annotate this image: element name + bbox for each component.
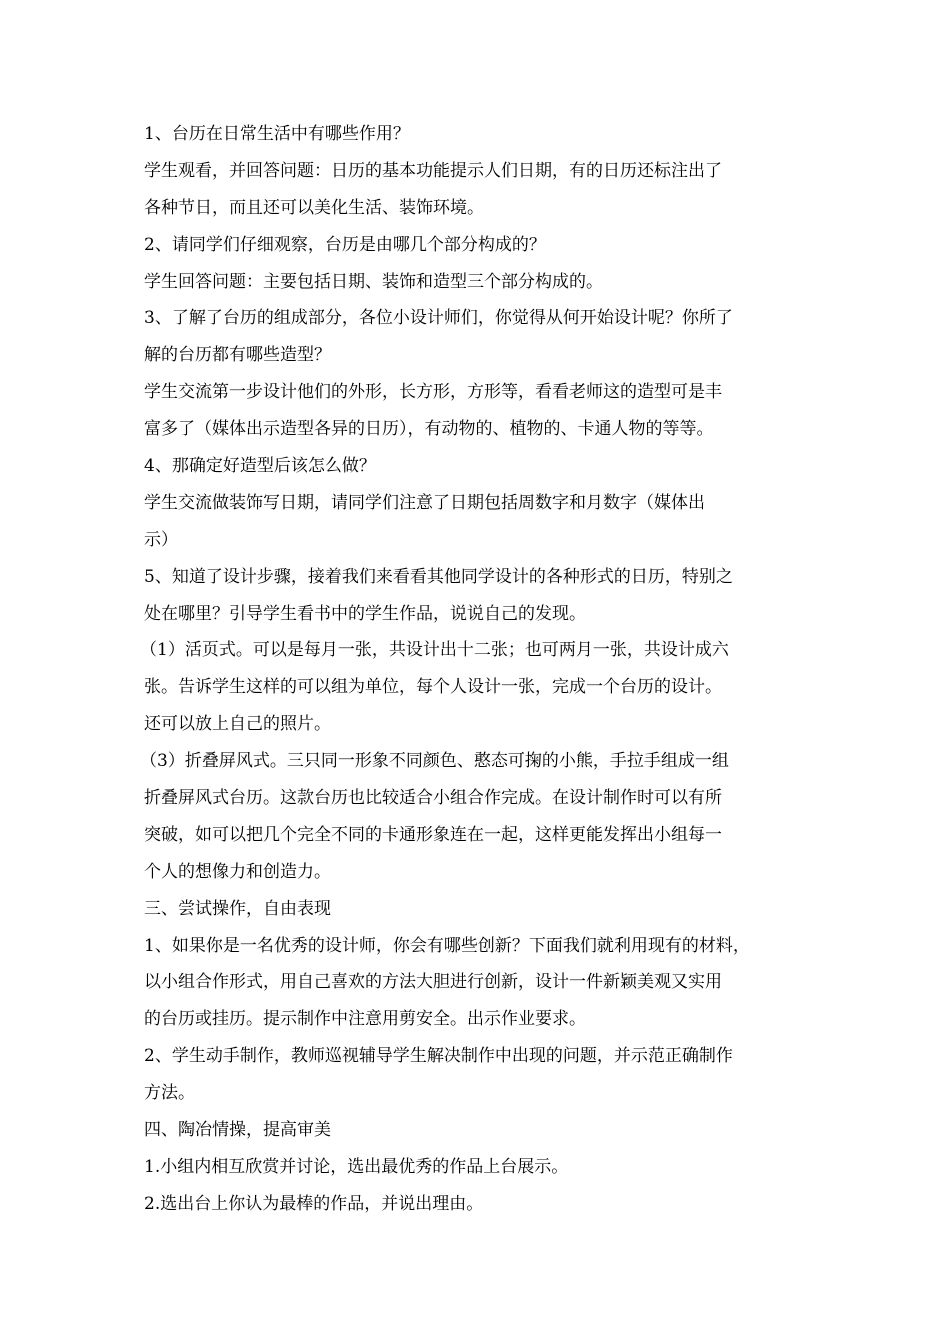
text-line-27: 方法。 [144,1083,195,1104]
document-body [140,116,824,1223]
text-line-24: 以小组合作形式，用自己喜欢的方法大胆进行创新，设计一件新颖美观又实用 [144,972,722,993]
text-line-3: 各种节日，而且还可以美化生活、装饰环境。 [144,197,484,218]
text-line-23: 1、如果你是一名优秀的设计师，你会有哪些创新？下面我们就利用现有的材料， [144,935,750,956]
text-line-26: 2、学生动手制作，教师巡视辅导学生解决制作中出现的问题，并示范正确制作 [144,1046,733,1067]
text-line-11: 学生交流做装饰写日期，请同学们注意了日期包括周数字和月数字（媒体出 [144,492,705,513]
text-line-8: 学生交流第一步设计他们的外形，长方形，方形等，看看老师这的造型可是丰 [144,382,722,403]
text-line-5: 学生回答问题：主要包括日期、装饰和造型三个部分构成的。 [144,271,603,292]
text-line-29: 1.小组内相互欣赏并讨论，选出最优秀的作品上台展示。 [144,1156,569,1177]
text-line-10: 4、那确定好造型后该怎么做？ [144,456,376,477]
text-line-15: （1）活页式。可以是每月一张，共设计出十二张；也可两月一张，共设计成六 [140,640,729,661]
text-line-7: 解的台历都有哪些造型？ [144,345,331,366]
text-line-2: 学生观看，并回答问题：日历的基本功能提示人们日期，有的日历还标注出了 [144,160,722,181]
text-line-6: 3、了解了台历的组成部分，各位小设计师们，你觉得从何开始设计呢？你所了 [144,308,733,329]
text-line-12: 示） [144,529,178,550]
text-line-18: （3）折叠屏风式。三只同一形象不同颜色、憨态可掬的小熊，手拉手组成一组 [140,751,729,772]
text-line-30: 2.选出台上你认为最棒的作品，并说出理由。 [144,1193,484,1214]
section-heading-3: 三、尝试操作，自由表现 [144,898,331,919]
section-heading-4: 四、陶冶情操，提高审美 [144,1120,331,1141]
text-line-17: 还可以放上自己的照片。 [144,714,331,735]
text-line-21: 个人的想像力和创造力。 [144,861,331,882]
text-line-20: 突破，如可以把几个完全不同的卡通形象连在一起，这样更能发挥出小组每一 [144,824,722,845]
text-line-1: 1、台历在日常生活中有哪些作用？ [144,124,410,144]
text-line-25: 的台历或挂历。提示制作中注意用剪安全。出示作业要求。 [144,1009,586,1030]
text-line-4: 2、请同学们仔细观察，台历是由哪几个部分构成的？ [144,234,546,255]
text-line-13: 5、知道了设计步骤，接着我们来看看其他同学设计的各种形式的日历，特别之 [144,566,733,587]
text-line-16: 张。告诉学生这样的可以组为单位，每个人设计一张，完成一个台历的设计。 [144,677,722,698]
text-line-14: 处在哪里？引导学生看书中的学生作品，说说自己的发现。 [144,603,586,624]
text-line-19: 折叠屏风式台历。这款台历也比较适合小组合作完成。在设计制作时可以有所 [144,788,722,809]
text-line-9: 富多了（媒体出示造型各异的日历），有动物的、植物的、卡通人物的等等。 [144,419,714,440]
